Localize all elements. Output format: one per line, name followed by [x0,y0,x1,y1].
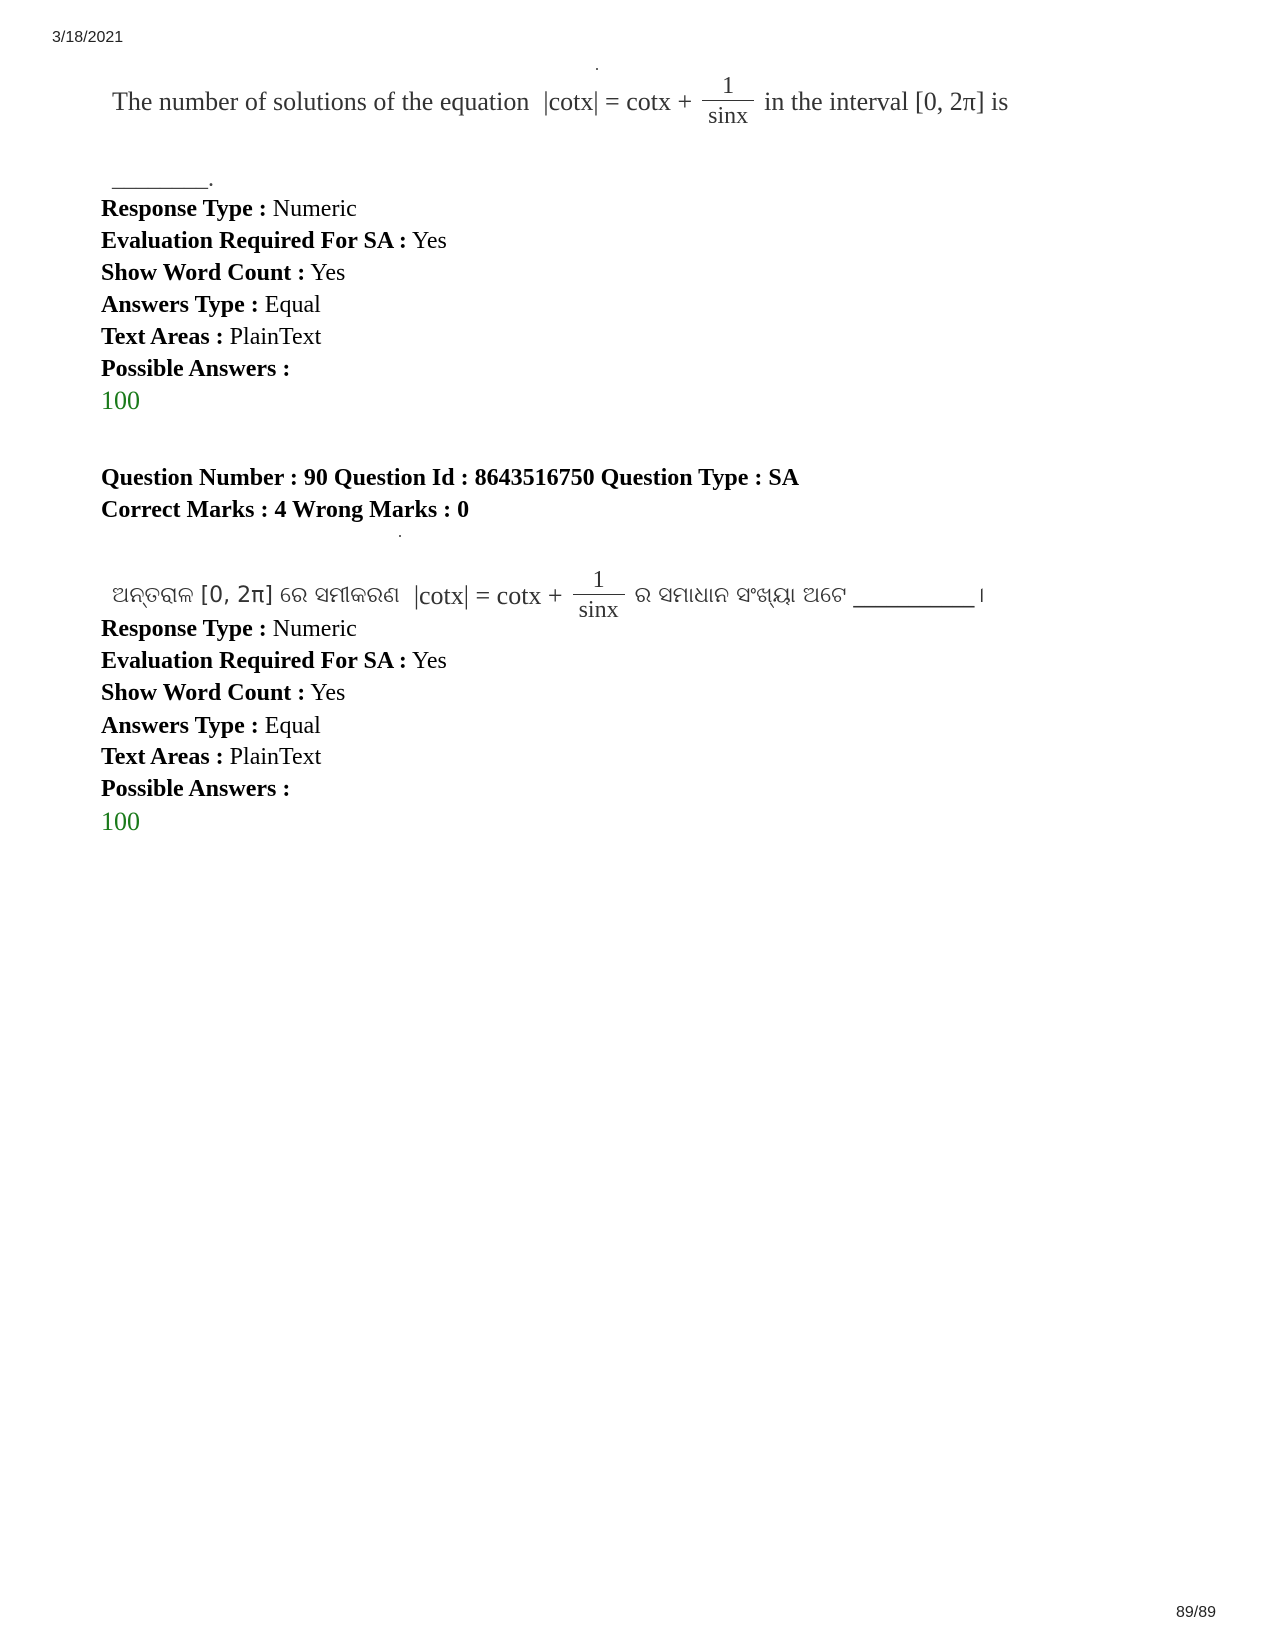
q2-answers-type: Answers Type : Equal [101,713,321,739]
q1-text-areas: Text Areas : PlainText [101,324,322,350]
q1-evaluation-required: Evaluation Required For SA : Yes [101,228,447,254]
fraction-numerator: 1 [592,567,605,593]
q2-text-areas: Text Areas : PlainText [101,744,322,770]
print-date: 3/18/2021 [52,29,124,46]
question-2-prefix: ଅନ୍ତରାଳ [0, 2π] ରେ ସମୀକରଣ [112,583,400,608]
question-1-fraction [702,72,754,131]
question-1-text [112,72,1008,131]
q1-answer: 100 [101,386,140,415]
q1-response-type: Response Type : Numeric [101,196,357,222]
q2-header-line1: Question Number : 90 Question Id : 8643516750 Question Type : SA [101,465,800,491]
page-number: 89/89 [1176,1604,1217,1621]
q2-possible-answers-label: Possible Answers : [101,776,291,802]
q1-possible-answers-label: Possible Answers : [101,356,291,382]
fraction-numerator: 1 [722,73,735,99]
q2-show-word-count: Show Word Count : Yes [101,680,346,706]
question-2-equation: |cotx| = cotx + [413,580,563,610]
question-1-suffix: in the interval [0, 2π] is [764,86,1009,116]
q1-show-word-count: Show Word Count : Yes [101,260,346,286]
q2-response-type: Response Type : Numeric [101,616,357,642]
q1-answers-type: Answers Type : Equal [101,292,321,318]
scan-dot [596,68,598,70]
q2-header-line2: Correct Marks : 4 Wrong Marks : 0 [101,497,470,523]
fraction-denominator: sinx [708,103,749,129]
q2-answer: 100 [101,807,140,836]
question-2-fraction [573,566,625,625]
question-2-suffix: ର ସମାଧାନ ସଂଖ୍ୟା ଅଟେ ___________। [634,583,985,608]
question-1-blank: ________. [112,166,214,192]
question-1-equation: |cotx| = cotx + [543,86,693,116]
q2-evaluation-required: Evaluation Required For SA : Yes [101,648,447,674]
scan-dot [399,535,401,537]
question-1-prefix: The number of solutions of the equation [112,86,530,116]
fraction-denominator: sinx [578,597,619,623]
